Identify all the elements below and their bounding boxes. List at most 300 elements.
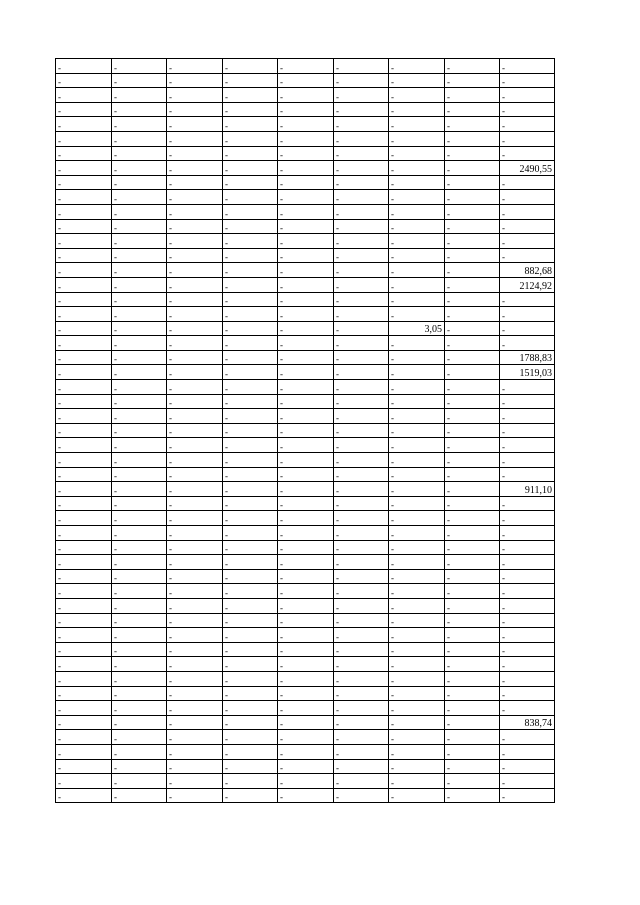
table-cell: - — [223, 321, 278, 336]
table-cell: - — [278, 613, 334, 628]
table-cell: - — [167, 365, 223, 380]
table-cell: - — [167, 438, 223, 453]
table-cell: - — [56, 88, 112, 103]
table-cell: - — [334, 394, 389, 409]
table-cell: - — [445, 453, 500, 468]
table-cell: - — [56, 423, 112, 438]
data-table — [55, 58, 555, 803]
table-cell: - — [334, 146, 389, 161]
table-cell: - — [56, 701, 112, 716]
table-cell: - — [167, 292, 223, 307]
table-cell: - — [167, 540, 223, 555]
table-cell: - — [56, 526, 112, 541]
table-cell: - — [278, 788, 334, 803]
table-cell: - — [445, 511, 500, 526]
table-cell: - — [56, 263, 112, 278]
table-cell: - — [112, 263, 167, 278]
table-cell: - — [334, 175, 389, 190]
table-cell: - — [112, 336, 167, 351]
table-cell: - — [334, 744, 389, 759]
table-cell: - — [334, 453, 389, 468]
table-row — [56, 277, 555, 292]
table-cell: - — [500, 613, 555, 628]
table-cell: - — [389, 584, 445, 599]
table-cell: - — [278, 569, 334, 584]
table-cell: - — [278, 350, 334, 365]
table-cell: - — [112, 613, 167, 628]
table-cell: - — [56, 613, 112, 628]
table-cell: - — [167, 234, 223, 249]
table-cell: - — [56, 657, 112, 672]
table-cell: - — [500, 759, 555, 774]
table-cell: - — [56, 774, 112, 789]
table-cell: - — [167, 686, 223, 701]
table-cell: - — [278, 336, 334, 351]
table-cell: - — [56, 307, 112, 322]
table-cell: - — [389, 307, 445, 322]
table-cell: - — [223, 584, 278, 599]
table-cell: - — [500, 788, 555, 803]
table-cell: - — [334, 263, 389, 278]
table-cell: - — [56, 190, 112, 205]
table-cell: - — [167, 671, 223, 686]
table-cell: 1519,03 — [500, 365, 555, 380]
table-cell: - — [445, 204, 500, 219]
table-cell: - — [223, 88, 278, 103]
table-cell: - — [223, 453, 278, 468]
table-cell: - — [112, 88, 167, 103]
table-cell: - — [167, 730, 223, 745]
table-cell: - — [223, 613, 278, 628]
table-cell: - — [334, 555, 389, 570]
table-cell: - — [56, 219, 112, 234]
table-cell: - — [112, 117, 167, 132]
table-cell: - — [223, 467, 278, 482]
table-cell: - — [223, 555, 278, 570]
table-cell: - — [56, 292, 112, 307]
table-cell: - — [167, 657, 223, 672]
table-cell: - — [223, 759, 278, 774]
table-row — [56, 613, 555, 628]
table-cell: - — [223, 336, 278, 351]
table-cell: - — [278, 307, 334, 322]
table-cell: - — [112, 321, 167, 336]
table-cell: - — [445, 555, 500, 570]
table-cell: - — [445, 102, 500, 117]
table-row — [56, 204, 555, 219]
table-cell: - — [112, 161, 167, 176]
table-cell: - — [223, 204, 278, 219]
table-cell: - — [112, 774, 167, 789]
table-cell: - — [223, 657, 278, 672]
table-cell: - — [334, 204, 389, 219]
table-cell: - — [223, 117, 278, 132]
table-cell: - — [223, 628, 278, 643]
table-cell: - — [56, 336, 112, 351]
table-cell: - — [223, 774, 278, 789]
table-cell: - — [334, 496, 389, 511]
table-cell: - — [112, 730, 167, 745]
table-row — [56, 307, 555, 322]
table-row — [56, 263, 555, 278]
table-row — [56, 715, 555, 730]
table-cell: - — [389, 715, 445, 730]
table-cell: - — [167, 190, 223, 205]
table-cell: - — [112, 292, 167, 307]
table-cell: - — [278, 482, 334, 497]
table-cell: - — [278, 671, 334, 686]
table-cell: - — [56, 759, 112, 774]
table-cell: 2490,55 — [500, 161, 555, 176]
table-cell: - — [112, 701, 167, 716]
table-cell: - — [334, 277, 389, 292]
table-cell: - — [278, 219, 334, 234]
table-cell: - — [445, 774, 500, 789]
table-cell: - — [389, 102, 445, 117]
table-cell: - — [334, 701, 389, 716]
table-cell: - — [223, 292, 278, 307]
table-cell: - — [389, 744, 445, 759]
table-cell: 2124,92 — [500, 277, 555, 292]
table-cell: - — [56, 146, 112, 161]
table-cell: - — [278, 292, 334, 307]
table-cell: - — [445, 73, 500, 88]
table-row — [56, 219, 555, 234]
table-cell: - — [500, 204, 555, 219]
table-cell: - — [278, 526, 334, 541]
table-cell: - — [500, 555, 555, 570]
table-cell: - — [334, 380, 389, 395]
table-cell: - — [334, 88, 389, 103]
table-cell: - — [56, 175, 112, 190]
table-cell: - — [112, 190, 167, 205]
table-cell: - — [389, 671, 445, 686]
table-cell: - — [112, 671, 167, 686]
table-cell: - — [500, 686, 555, 701]
table-cell: - — [112, 73, 167, 88]
table-cell: - — [112, 307, 167, 322]
table-cell: - — [445, 321, 500, 336]
table-cell: - — [500, 336, 555, 351]
table-cell: - — [278, 190, 334, 205]
table-cell: - — [500, 307, 555, 322]
table-cell: - — [445, 190, 500, 205]
table-cell: - — [167, 744, 223, 759]
table-cell: - — [112, 628, 167, 643]
table-cell: - — [278, 628, 334, 643]
table-cell: - — [500, 774, 555, 789]
table-cell: - — [500, 453, 555, 468]
table-cell: - — [445, 409, 500, 424]
table-cell: - — [500, 102, 555, 117]
table-cell: - — [500, 730, 555, 745]
table-cell: - — [278, 88, 334, 103]
table-cell: - — [389, 598, 445, 613]
table-cell: - — [112, 146, 167, 161]
table-cell: - — [500, 73, 555, 88]
table-cell: - — [112, 438, 167, 453]
table-cell: - — [167, 526, 223, 541]
table-cell: - — [500, 409, 555, 424]
table-cell: - — [167, 409, 223, 424]
table-cell: - — [500, 380, 555, 395]
table-cell: - — [389, 774, 445, 789]
table-cell: - — [500, 598, 555, 613]
table-cell: - — [167, 555, 223, 570]
table-cell: - — [334, 423, 389, 438]
table-cell: - — [56, 394, 112, 409]
table-cell: - — [500, 701, 555, 716]
table-cell: - — [389, 161, 445, 176]
table-cell: - — [167, 774, 223, 789]
table-cell: - — [334, 190, 389, 205]
table-cell: - — [334, 598, 389, 613]
table-cell: - — [223, 307, 278, 322]
table-row — [56, 59, 555, 74]
table-cell: - — [278, 744, 334, 759]
table-cell: - — [278, 438, 334, 453]
table-cell: - — [500, 88, 555, 103]
table-cell: - — [223, 438, 278, 453]
table-cell: - — [389, 59, 445, 74]
table-cell: - — [167, 336, 223, 351]
table-cell: - — [56, 569, 112, 584]
table-row — [56, 744, 555, 759]
table-cell: - — [278, 380, 334, 395]
table-cell: 1788,83 — [500, 350, 555, 365]
table-cell: - — [445, 584, 500, 599]
table-row — [56, 131, 555, 146]
table-cell: - — [389, 394, 445, 409]
table-cell: - — [56, 788, 112, 803]
table-cell: - — [223, 248, 278, 263]
table-cell: - — [334, 438, 389, 453]
table-row — [56, 117, 555, 132]
table-cell: - — [112, 642, 167, 657]
table-cell: - — [112, 248, 167, 263]
table-cell: - — [500, 584, 555, 599]
table-row — [56, 453, 555, 468]
table-cell: - — [334, 715, 389, 730]
table-cell: - — [334, 686, 389, 701]
table-cell: - — [167, 131, 223, 146]
table-cell: - — [56, 671, 112, 686]
table-cell: - — [389, 453, 445, 468]
table-cell: - — [278, 511, 334, 526]
table-cell: - — [112, 788, 167, 803]
table-cell: - — [389, 526, 445, 541]
table-cell: - — [223, 423, 278, 438]
table-cell: - — [56, 161, 112, 176]
table-cell: - — [223, 73, 278, 88]
table-cell: - — [56, 117, 112, 132]
table-cell: - — [334, 219, 389, 234]
table-cell: - — [112, 482, 167, 497]
table-cell: - — [167, 59, 223, 74]
table-cell: - — [389, 642, 445, 657]
table-cell: - — [334, 540, 389, 555]
table-row — [56, 555, 555, 570]
table-cell: - — [112, 350, 167, 365]
table-row — [56, 598, 555, 613]
table-cell: - — [167, 453, 223, 468]
table-cell: - — [334, 131, 389, 146]
table-cell: - — [445, 657, 500, 672]
table-cell: - — [56, 496, 112, 511]
table-row — [56, 438, 555, 453]
table-cell: - — [167, 423, 223, 438]
table-cell: 838,74 — [500, 715, 555, 730]
table-cell: - — [278, 175, 334, 190]
table-row — [56, 730, 555, 745]
table-cell: - — [112, 540, 167, 555]
table-cell: - — [445, 598, 500, 613]
table-cell: - — [500, 569, 555, 584]
table-cell: - — [223, 175, 278, 190]
table-cell: - — [223, 730, 278, 745]
table-cell: - — [167, 146, 223, 161]
table-cell: - — [389, 628, 445, 643]
table-cell: - — [389, 613, 445, 628]
table-cell: - — [334, 234, 389, 249]
table-cell: - — [334, 73, 389, 88]
table-cell: - — [167, 175, 223, 190]
table-cell: - — [334, 788, 389, 803]
table-cell: - — [278, 73, 334, 88]
table-cell: - — [112, 584, 167, 599]
table-cell: - — [445, 438, 500, 453]
table-row — [56, 526, 555, 541]
table-cell: - — [167, 715, 223, 730]
table-cell: - — [500, 467, 555, 482]
table-cell: - — [445, 161, 500, 176]
table-row — [56, 88, 555, 103]
table-cell: - — [334, 730, 389, 745]
table-row — [56, 788, 555, 803]
table-cell: - — [223, 482, 278, 497]
table-cell: - — [223, 686, 278, 701]
table-cell: - — [389, 438, 445, 453]
table-cell: - — [167, 307, 223, 322]
table-cell: - — [167, 788, 223, 803]
table-cell: - — [56, 350, 112, 365]
table-cell: - — [445, 88, 500, 103]
table-cell: - — [167, 248, 223, 263]
table-row — [56, 73, 555, 88]
table-cell: - — [445, 482, 500, 497]
table-cell: - — [223, 102, 278, 117]
table-cell: - — [278, 102, 334, 117]
table-cell: - — [389, 219, 445, 234]
table-cell: - — [278, 730, 334, 745]
table-cell: - — [223, 671, 278, 686]
table-body — [56, 59, 555, 803]
table-cell: - — [389, 248, 445, 263]
table-cell: - — [56, 234, 112, 249]
table-cell: - — [334, 336, 389, 351]
table-cell: - — [500, 540, 555, 555]
table-cell: - — [445, 277, 500, 292]
table-cell: - — [278, 759, 334, 774]
table-row — [56, 190, 555, 205]
table-cell: - — [167, 759, 223, 774]
table-cell: - — [167, 321, 223, 336]
table-cell: - — [223, 394, 278, 409]
table-cell: - — [500, 438, 555, 453]
table-cell: - — [56, 365, 112, 380]
table-row — [56, 321, 555, 336]
table-cell: - — [389, 569, 445, 584]
table-cell: - — [389, 204, 445, 219]
table-cell: - — [278, 277, 334, 292]
table-cell: - — [56, 277, 112, 292]
table-cell: - — [500, 292, 555, 307]
table-cell: - — [278, 642, 334, 657]
table-cell: - — [334, 350, 389, 365]
table-cell: - — [167, 263, 223, 278]
table-cell: - — [278, 774, 334, 789]
table-row — [56, 365, 555, 380]
table-cell: - — [223, 598, 278, 613]
table-cell: - — [223, 59, 278, 74]
table-cell: - — [112, 423, 167, 438]
table-cell: - — [445, 336, 500, 351]
table-cell: - — [445, 234, 500, 249]
table-cell: - — [112, 380, 167, 395]
table-cell: - — [278, 715, 334, 730]
table-cell: - — [223, 161, 278, 176]
table-cell: - — [56, 598, 112, 613]
table-cell: - — [223, 540, 278, 555]
table-cell: - — [223, 380, 278, 395]
table-cell: - — [445, 759, 500, 774]
table-cell: - — [389, 190, 445, 205]
table-cell: - — [500, 117, 555, 132]
table-cell: - — [223, 744, 278, 759]
table-cell: - — [334, 774, 389, 789]
table-cell: - — [223, 234, 278, 249]
table-cell: - — [278, 540, 334, 555]
table-row — [56, 350, 555, 365]
table-row — [56, 102, 555, 117]
table-cell: - — [223, 715, 278, 730]
table-cell: - — [56, 642, 112, 657]
table-row — [56, 686, 555, 701]
table-cell: - — [223, 219, 278, 234]
table-cell: - — [445, 628, 500, 643]
table-cell: - — [445, 59, 500, 74]
table-cell: - — [500, 131, 555, 146]
table-cell: - — [223, 788, 278, 803]
table-cell: - — [167, 380, 223, 395]
table-cell: - — [500, 671, 555, 686]
table-cell: - — [223, 409, 278, 424]
table-cell: - — [389, 175, 445, 190]
table-cell: - — [56, 453, 112, 468]
table-row — [56, 701, 555, 716]
table-cell: - — [167, 569, 223, 584]
table-row — [56, 671, 555, 686]
table-cell: - — [223, 365, 278, 380]
table-cell: - — [278, 146, 334, 161]
table-cell: - — [278, 131, 334, 146]
table-cell: - — [112, 744, 167, 759]
table-cell: - — [389, 350, 445, 365]
table-cell: - — [223, 642, 278, 657]
table-cell: 911,10 — [500, 482, 555, 497]
table-cell: - — [112, 511, 167, 526]
table-cell: - — [223, 511, 278, 526]
